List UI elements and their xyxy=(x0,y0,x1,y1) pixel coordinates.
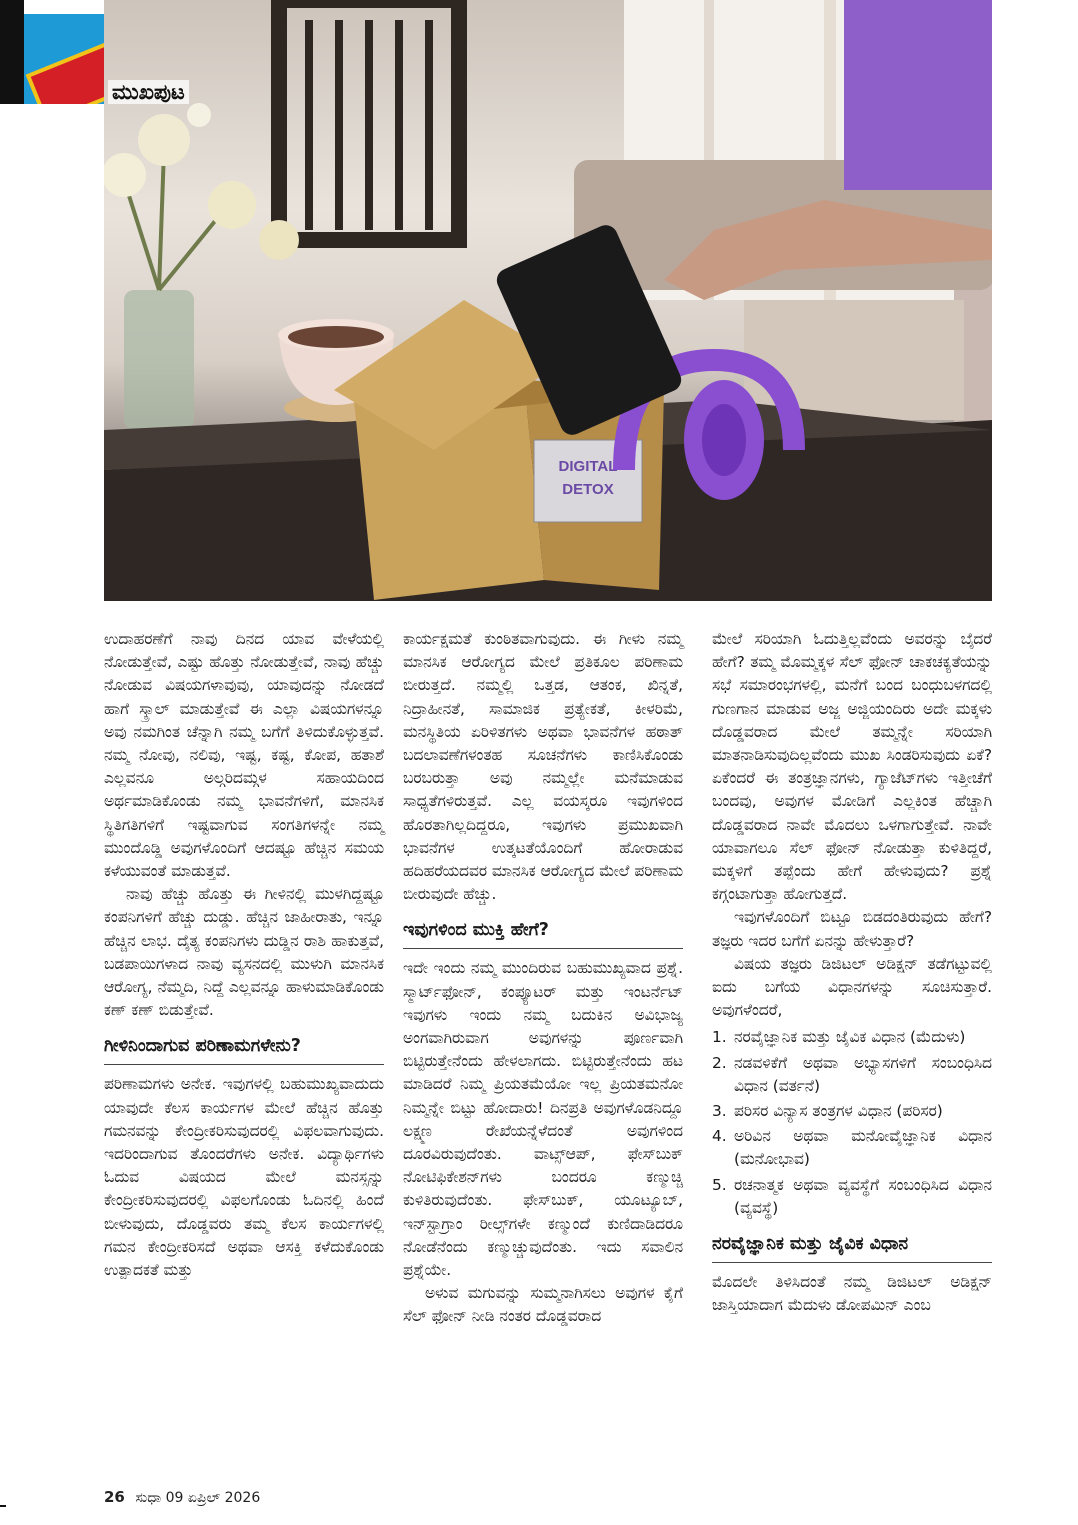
paragraph: ಮೇಲೆ ಸರಿಯಾಗಿ ಓದುತ್ತಿಲ್ಲವೆಂದು ಅವರನ್ನು ಬೈದರೆ ಹೇಗೆ? ತಮ್ಮ ಮೊಮ್ಮಕ್ಕಳ ಸೆಲ್ ಫೋನ್ ಚಾಕಚಕ್ಯತೆಯನ್ನು ಸಭೆ ಸಮಾರಂಭಗಳಲ್ಲಿ, ಮನೆಗೆ ಬಂದ ಬಂಧುಬಳಗದಲ್ಲಿ ಗುಣಗಾನ ಮಾಡುವ ಅಜ್ಜ ಅಜ್ಜಿಯಂದಿರು ಅದೇ ಮಕ್ಕಳು ದೊಡ್ಡವರಾದ ಮೇಲೆ ತಮ್ಮನ್ನೇ ಸರಿಯಾಗಿ ಮಾತನಾಡಿಸುವುದಿಲ್ಲವೆಂದು ಮುಖ ಸಿಂಡರಿಸುವುದು ಏಕೆ? ಏಕೆಂದರೆ ಈ ತಂತ್ರಜ್ಞಾನಗಳು, ಗ್ಯಾಜೆಟ್‌ಗಳು ಇತ್ತೀಚೆಗೆ ಬಂದವು, ಅವುಗಳ ಮೋಡಿಗೆ ಎಲ್ಲಕಿಂತ ಹೆಚ್ಚಾಗಿ ದೊಡ್ಡವರಾದ ನಾವೇ ಮೊದಲು ಒಳಗಾಗುತ್ತೇವೆ. ನಾವೇ ಯಾವಾಗಲೂ ಸೆಲ್ ಫೋನ್ ನೋಡುತ್ತಾ ಕುಳಿತಿದ್ದರೆ, ಮಕ್ಕಳಿಗೆ ತಪ್ಪೆಂದು ಹೇಗೆ ಹೇಳುವುದು? ಪ್ರಶ್ನೆ ಕಗ್ಗಂಟಾಗುತ್ತಾ ಹೋಗುತ್ತದೆ. xyxy=(712,630,992,904)
magazine-logo-icon xyxy=(24,14,106,104)
hero-photo xyxy=(104,0,992,601)
paragraph: ನಾವು ಹೆಚ್ಚು ಹೊತ್ತು ಈ ಗೀಳಿನಲ್ಲಿ ಮುಳಗಿದ್ದಷ್ಟೂ ಕಂಪನಿಗಳಿಗೆ ಹೆಚ್ಚು ದುಡ್ಡು. ಹೆಚ್ಚಿನ ಜಾಹೀರಾತು, ಇನ್ನೂ ಹೆಚ್ಚಿನ ಲಾಭ. ದೈತ್ಯ ಕಂಪನಿಗಳು ದುಡ್ಡಿನ ರಾಶಿ ಹಾಕುತ್ತವೆ, ಬಡಪಾಯಿಗಳಾದ ನಾವು ವ್ಯಸನದಲ್ಲಿ ಮುಳುಗಿ ಮಾನಸಿಕ ಆರೋಗ್ಯ, ನೆಮ್ಮದಿ, ನಿದ್ದೆ ಎಲ್ಲವನ್ನೂ ಹಾಳುಮಾಡಿಕೊಂಡು ಕಣ್ ಕಣ್ ಬಿಡುತ್ತೇವೆ. xyxy=(104,885,384,1020)
list-number: 1. xyxy=(712,1028,727,1047)
list-text: ನಡವಳಿಕೆಗೆ ಅಥವಾ ಅಭ್ಯಾಸಗಳಿಗೆ ಸಂಬಂಧಿಸಿದ ವಿಧಾನ (ವರ್ತನೆ) xyxy=(734,1053,992,1095)
crop-mark xyxy=(0,1505,6,1507)
paragraph: ಪರಿಣಾಮಗಳು ಅನೇಕ. ಇವುಗಳಲ್ಲಿ ಬಹುಮುಖ್ಯವಾದುದು ಯಾವುದೇ ಕೆಲಸ ಕಾರ್ಯಗಳ ಮೇಲೆ ಹೆಚ್ಚಿನ ಹೊತ್ತು ಗಮನವನ್ನು ಕೇಂದ್ರೀಕರಿಸುವುದರಲ್ಲಿ ವಿಫಲವಾಗುವುದು. ಇದರಿಂದಾಗುವ ತೊಂದರೆಗಳು ಅನೇಕ. ವಿದ್ಯಾರ್ಥಿಗಳು ಓದುವ ವಿಷಯದ ಮೇಲೆ ಮನಸ್ಸನ್ನು ಕೇಂದ್ರೀಕರಿಸುವುದರಲ್ಲಿ ವಿಫಲಗೊಂಡು ಓದಿನಲ್ಲಿ ಹಿಂದೆ ಬೀಳುವುದು, ದೊಡ್ಡವರು ತಮ್ಮ ಕೆಲಸ ಕಾರ್ಯಗಳಲ್ಲಿ ಗಮನ ಕೇಂದ್ರೀಕರಿಸದೆ ಅಥವಾ ಆಸಕ್ತಿ ಕಳೆದುಕೊಂಡು ಉತ್ಪಾದಕತೆ ಮತ್ತು xyxy=(104,1075,384,1280)
list-text: ಪರಿಸರ ವಿನ್ಯಾಸ ತಂತ್ರಗಳ ವಿಧಾನ (ಪರಿಸರ) xyxy=(734,1102,943,1121)
list-item xyxy=(712,1174,992,1220)
article-column-3 xyxy=(712,628,992,1317)
page-footer xyxy=(104,1488,260,1506)
section-heading: ಗೀಳಿನಿಂದಾಗುವ ಪರಿಣಾಮಗಳೇನು? xyxy=(104,1034,384,1065)
paragraph: ವಿಷಯ ತಜ್ಞರು ಡಿಜಿಟಲ್ ಅಡಿಕ್ಷನ್ ತಡೆಗಟ್ಟುವಲ್ಲಿ ಐದು ಬಗೆಯ ವಿಧಾನಗಳನ್ನು ಸೂಚಿಸುತ್ತಾರೆ. ಅವುಗಳೆಂದರೆ, xyxy=(712,954,992,1020)
list-item xyxy=(712,1125,992,1171)
digital-detox-illustration xyxy=(104,0,992,601)
page-number: 26 xyxy=(104,1488,125,1506)
detox-label-line2: DETOX xyxy=(562,481,614,498)
detox-label-line1: DIGITAL xyxy=(558,458,618,475)
methods-list xyxy=(712,1026,992,1220)
list-item xyxy=(712,1052,992,1098)
paragraph: ಕಾರ್ಯಕ್ಷಮತೆ ಕುಂಠಿತವಾಗುವುದು. ಈ ಗೀಳು ನಮ್ಮ ಮಾನಸಿಕ ಆರೋಗ್ಯದ ಮೇಲೆ ಪ್ರತಿಕೂಲ ಪರಿಣಾಮ ಬೀರುತ್ತದೆ. ನಮ್ಮಲ್ಲಿ ಒತ್ತಡ, ಆತಂಕ, ಖಿನ್ನತೆ, ನಿದ್ರಾಹೀನತೆ, ಸಾಮಾಜಿಕ ಪ್ರತ್ಯೇಕತೆ, ಕೀಳರಿಮೆ, ಮನಸ್ಥಿತಿಯ ಏರಿಳಿತಗಳು ಅಥವಾ ಭಾವನೆಗಳ ಹಠಾತ್ ಬದಲಾವಣೆಗಳಂತಹ ಸೂಚನೆಗಳು ಕಾಣಿಸಿಕೊಂಡು ಬರಬರುತ್ತಾ ಅವು ನಮ್ಮಲ್ಲೇ ಮನೆಮಾಡುವ ಸಾಧ್ಯತೆಗಳಿರುತ್ತವೆ. ಎಲ್ಲ ವಯಸ್ಕರೂ ಇವುಗಳಿಂದ ಹೊರತಾಗಿಲ್ಲದಿದ್ದರೂ, ಇವುಗಳು ಪ್ರಮುಖವಾಗಿ ಭಾವನೆಗಳ ಉತ್ಕಟತೆಯೊಂದಿಗೆ ಹೋರಾಡುವ ಹದಿಹರೆಯದವರ ಮಾನಸಿಕ ಆರೋಗ್ಯದ ಮೇಲೆ ಪರಿಣಾಮ ಬೀರುವುದೇ ಹೆಚ್ಚು. xyxy=(403,630,683,904)
paragraph: ಅಳುವ ಮಗುವನ್ನು ಸುಮ್ಮನಾಗಿಸಲು ಅವುಗಳ ಕೈಗೆ ಸೆಲ್ ಫೋನ್ ನೀಡಿ ನಂತರ ದೊಡ್ಡವರಾದ xyxy=(403,1284,683,1326)
article-column-1 xyxy=(104,628,384,1282)
paragraph: ಉದಾಹರಣೆಗೆ ನಾವು ದಿನದ ಯಾವ ವೇಳೆಯಲ್ಲಿ ನೋಡುತ್ತೇವೆ, ಎಷ್ಟು ಹೊತ್ತು ನೋಡುತ್ತೇವೆ, ನಾವು ಹೆಚ್ಚು ನೋಡುವ ವಿಷಯಗಳಾವುವು, ಯಾವುದನ್ನು ನೋಡದೆ ಹಾಗೆ ಸ್ಕ್ರಾಲ್ ಮಾಡುತ್ತೇವೆ ಈ ಎಲ್ಲಾ ವಿಷಯಗಳನ್ನೂ ಅವು ನಮಗಿಂತ ಚೆನ್ನಾಗಿ ನಮ್ಮ ಬಗೆಗೆ ತಿಳಿದುಕೊಳ್ಳುತ್ತವೆ. ನಮ್ಮ ನೋವು, ನಲಿವು, ಇಷ್ಟ, ಕಷ್ಟ, ಕೋಪ, ಹತಾಶೆ ಎಲ್ಲವನೂ ಅಲ್ಗರಿದಮ್ಗಳ ಸಹಾಯದಿಂದ ಅರ್ಥಮಾಡಿಕೊಂಡು ನಮ್ಮ ಭಾವನೆಗಳಿಗೆ, ಮಾನಸಿಕ ಸ್ಥಿತಿಗತಿಗಳಿಗೆ ಇಷ್ಟವಾಗುವ ಸಂಗತಿಗಳನ್ನೇ ನಮ್ಮ ಮುಂದೊಡ್ಡಿ ಅವುಗಳೊಂದಿಗೆ ಆದಷ್ಟೂ ಹೆಚ್ಚಿನ ಸಮಯ ಕಳೆಯುವಂತೆ ಮಾಡುತ್ತವೆ. xyxy=(104,630,384,881)
list-number: 4. xyxy=(712,1127,727,1146)
article-column-2 xyxy=(403,628,683,1329)
list-item xyxy=(712,1026,992,1049)
list-text: ಅರಿವಿನ ಅಥವಾ ಮನೋವೈಜ್ಞಾನಿಕ ವಿಧಾನ (ಮನೋಭಾವ) xyxy=(734,1127,992,1169)
black-edge-strip xyxy=(0,0,24,104)
section-heading: ನರವೈಜ್ಞಾನಿಕ ಮತ್ತು ಜೈವಿಕ ವಿಧಾನ xyxy=(712,1232,992,1263)
section-tag: ಮುಖಪುಟ xyxy=(108,80,189,104)
list-text: ನರವೈಜ್ಞಾನಿಕ ಮತ್ತು ಜೈವಿಕ ವಿಧಾನ (ಮೆದುಳು) xyxy=(734,1028,966,1047)
list-number: 3. xyxy=(712,1102,727,1121)
paragraph: ಮೊದಲೇ ತಿಳಿಸಿದಂತೆ ನಮ್ಮ ಡಿಜಿಟಲ್ ಅಡಿಕ್ಷನ್ ಜಾಸ್ತಿಯಾದಾಗ ಮೆದುಳು ಡೋಪಮಿನ್ ಎಂಬ xyxy=(712,1273,992,1315)
section-heading: ಇವುಗಳಿಂದ ಮುಕ್ತಿ ಹೇಗೆ? xyxy=(403,918,683,949)
list-item xyxy=(712,1100,992,1123)
list-text: ರಚನಾತ್ಮಕ ಅಥವಾ ವ್ಯವಸ್ಥೆಗೆ ಸಂಬಂಧಿಸಿದ ವಿಧಾನ (ವ್ಯವಸ್ಥೆ) xyxy=(734,1175,992,1217)
paragraph: ಇದೇ ಇಂದು ನಮ್ಮ ಮುಂದಿರುವ ಬಹುಮುಖ್ಯವಾದ ಪ್ರಶ್ನೆ. ಸ್ಮಾರ್ಟ್‌ಫೋನ್, ಕಂಪ್ಯೂಟರ್ ಮತ್ತು ಇಂಟರ್ನೆಟ್ ಇವುಗಳು ಇಂದು ನಮ್ಮ ಬದುಕಿನ ಅವಿಭಾಜ್ಯ ಅಂಗವಾಗಿರುವಾಗ ಅವುಗಳನ್ನು ಪೂರ್ಣವಾಗಿ ಬಿಟ್ಟಿರುತ್ತೇನೆಂದು ಹೇಳಲಾಗದು. ಬಿಟ್ಟಿರುತ್ತೇನೆಂದು ಹಟ ಮಾಡಿದರೆ ನಿಮ್ಮ ಪ್ರಿಯತಮೆಯೋ ಇಲ್ಲ ಪ್ರಿಯತಮನೋ ನಿಮ್ಮನ್ನೇ ಬಿಟ್ಟು ಹೋದಾರು! ದಿನಪ್ರತಿ ಅವುಗಳೊಡನಿದ್ದೂ ಲಕ್ಷ್ಮಣ ರೇಖೆಯನ್ನೆಳೆದಂತೆ ಅವುಗಳಿಂದ ದೂರವಿರುವುದೆಂತು. ವಾಟ್ಸ್ಆಪ್, ಫೇಸ್‌ಬುಕ್ ನೋಟಿಫಿಕೇಶನ್‌ಗಳು ಬಂದರೂ ಕಣ್ಮುಚ್ಚಿ ಕುಳಿತಿರುವುದೆಂತು. ಫೇಸ್‌ಬುಕ್, ಯೂಟ್ಯೂಬ್, ಇನ್‌ಸ್ಟಾಗ್ರಾಂ ರೀಲ್ಸ್‌ಗಳೇ ಕಣ್ಮುಂದೆ ಕುಣಿದಾಡಿದರೂ ನೋಡೆನೆಂದು ಕಣ್ಮುಚ್ಚುವುದೆಂತು. ಇದು ಸವಾಲಿನ ಪ್ರಶ್ನೆಯೇ. xyxy=(403,959,683,1280)
issue-info: ಸುಧಾ 09 ಏಪ್ರಿಲ್ 2026 xyxy=(135,1490,261,1506)
list-number: 2. xyxy=(712,1053,727,1072)
paragraph: ಇವುಗಳೊಂದಿಗೆ ಬಿಟ್ಟೂ ಬಿಡದಂತಿರುವುದು ಹೇಗೆ? ತಜ್ಞರು ಇದರ ಬಗೆಗೆ ಏನನ್ನು ಹೇಳುತ್ತಾರೆ? xyxy=(712,908,992,950)
list-number: 5. xyxy=(712,1175,727,1194)
